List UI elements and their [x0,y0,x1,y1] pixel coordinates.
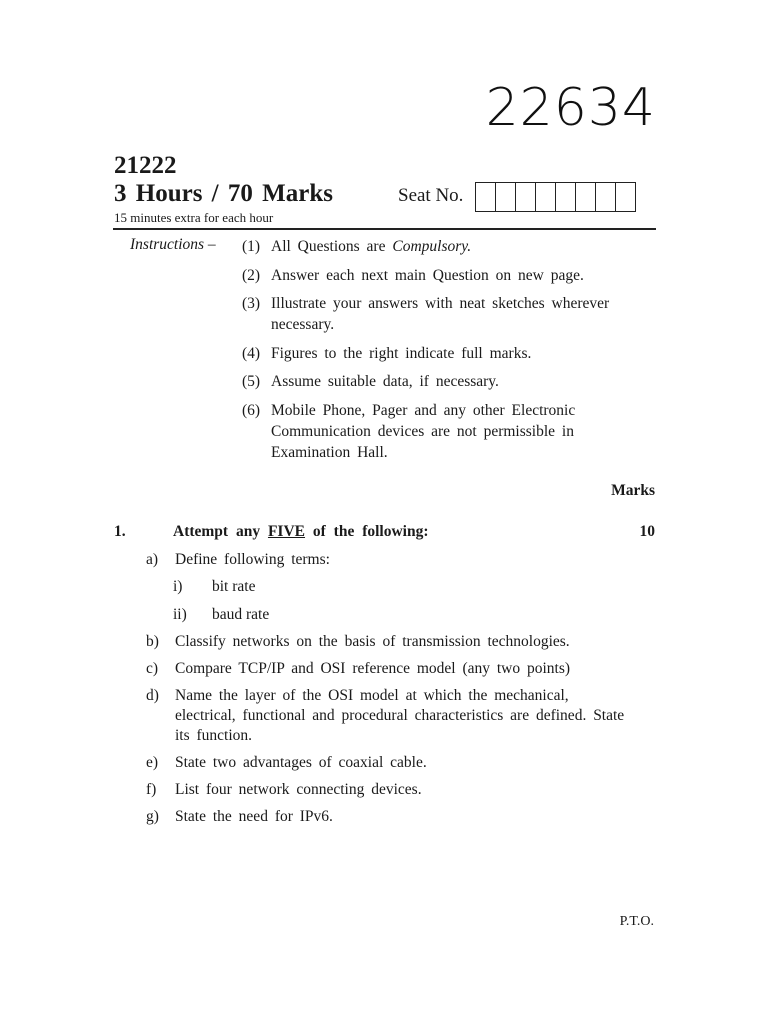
seat-number-box [556,183,576,211]
part-letter: b) [146,633,159,650]
instruction-item [242,400,642,463]
paper-code: 22634 [485,78,656,138]
instruction-item [242,343,642,364]
question-number: 1. [114,523,126,540]
instruction-emphasis: Compulsory. [392,238,472,255]
header-rule [113,228,656,230]
seat-number-box [496,183,516,211]
question-title: Attempt any FIVE of the following: [173,523,429,540]
instruction-text: All Questions are Compulsory. [271,238,472,255]
seat-number-boxes [475,182,636,212]
part-text: List four network connecting devices. [175,781,422,798]
part-letter: f) [146,781,157,798]
part-text: State the need for IPv6. [175,808,333,825]
part-letter: c) [146,660,159,677]
subpart-number: i) [173,578,183,595]
instruction-number: (1) [242,238,261,255]
question-marks: 10 [639,523,655,540]
instruction-text: Figures to the right indicate full marks. [271,344,532,362]
instruction-item [242,293,642,335]
duration-marks: 3 Hours / 70 Marks [114,180,333,207]
instruction-text: Mobile Phone, Pager and any other Electronic Communication devices are not permissible in Examination Hall. [271,401,576,461]
subpart-number: ii) [173,606,187,623]
instruction-number: (3) [242,295,261,312]
instruction-number: (2) [242,266,261,284]
seat-number-box [616,183,636,211]
instruction-item [242,265,642,286]
instruction-text: Assume suitable data, if necessary. [271,373,499,390]
part-text: Name the layer of the OSI model at which the mechanical, electrical, functional and procedural characteristics are defined. State its function. [175,687,625,744]
extra-time-note: 15 minutes extra for each hour [114,210,274,225]
instruction-number: (6) [242,401,261,419]
part-text: State two advantages of coaxial cable. [175,754,427,771]
instructions-label: Instructions – [130,236,216,253]
question-subpart [173,605,269,625]
question-part [146,632,625,652]
page-footer-pto: P.T.O. [619,914,654,929]
question-subpart [173,577,255,597]
seat-number-box [596,183,616,211]
instruction-text: Answer each next main Question on new page. [271,266,584,284]
question-part [146,753,625,773]
part-text: Define following terms: [175,551,330,568]
part-letter: a) [146,551,159,568]
seat-number-box [576,183,596,211]
seat-number-box [476,183,496,211]
question-part [146,550,625,570]
exam-code: 21222 [114,152,177,179]
instruction-text: Illustrate your answers with neat sketches wherever necessary. [271,295,610,333]
marks-heading: Marks [611,482,655,499]
part-letter: e) [146,754,159,771]
question-part [146,780,625,800]
instruction-number: (4) [242,344,261,362]
seat-number-box [516,183,536,211]
question-part [146,659,625,679]
instruction-number: (5) [242,373,261,390]
part-text: Compare TCP/IP and OSI reference model (any two points) [175,660,571,677]
part-letter: d) [146,687,159,704]
instructions-list [242,236,642,470]
part-text: Classify networks on the basis of transmission technologies. [175,633,570,650]
part-letter: g) [146,808,159,825]
instruction-item [242,236,642,257]
seat-number-label: Seat No. [398,185,464,206]
question-part [146,686,625,746]
question-part [146,807,625,827]
subpart-text: bit rate [212,578,256,595]
question-emphasis: FIVE [267,523,306,540]
instruction-item [242,371,642,392]
seat-number-box [536,183,556,211]
subpart-text: baud rate [212,606,270,623]
